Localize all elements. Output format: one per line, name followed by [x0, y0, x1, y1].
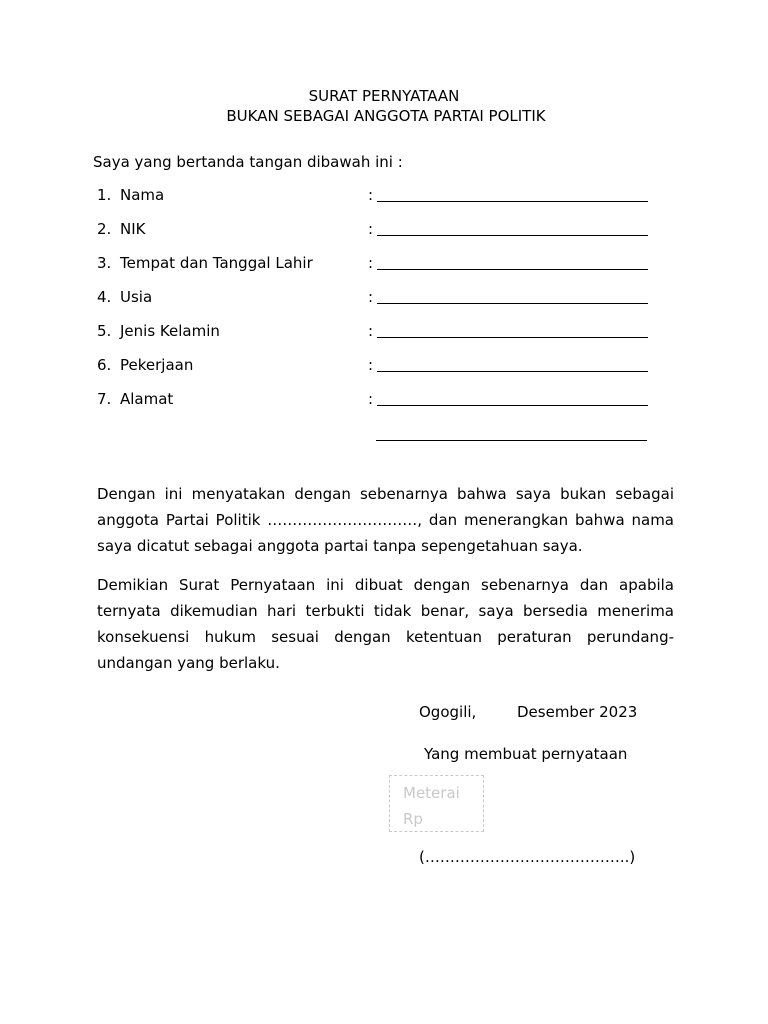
field-label: Pekerjaan	[120, 356, 194, 374]
field-label: Nama	[120, 186, 165, 204]
field-row-nik	[97, 220, 657, 240]
field-number: 5.	[97, 322, 112, 340]
field-number: 4.	[97, 288, 112, 306]
document-subtitle: BUKAN SEBAGAI ANGGOTA PARTAI POLITIK	[226, 107, 546, 125]
field-label: NIK	[120, 220, 146, 238]
intro-text: Saya yang bertanda tangan dibawah ini :	[93, 153, 403, 171]
field-label: Tempat dan Tanggal Lahir	[120, 254, 313, 272]
field-row-pekerjaan	[97, 356, 657, 376]
address-continuation-line[interactable]	[376, 440, 647, 441]
field-label: Usia	[120, 288, 153, 306]
field-blank-line[interactable]	[377, 235, 648, 236]
field-row-nama	[97, 186, 657, 206]
field-number: 7.	[97, 390, 112, 408]
stamp-currency: Rp	[403, 810, 423, 828]
maker-label: Yang membuat pernyataan	[424, 745, 628, 763]
field-blank-line[interactable]	[377, 303, 648, 304]
field-row-jenis-kelamin	[97, 322, 657, 342]
place-text: Ogogili,	[419, 703, 477, 721]
field-number: 2.	[97, 220, 112, 238]
closing-paragraph: Demikian Surat Pernyataan ini dibuat dengan sebenarnya dan apabila ternyata dikemudian hari terbukti tidak benar, saya bersedia menerima konsekuensi hukum sesuai dengan ketentuan peraturan perundang-undangan yang berlaku.	[97, 576, 674, 672]
field-colon: :	[368, 254, 374, 272]
field-number: 6.	[97, 356, 112, 374]
field-blank-line[interactable]	[377, 337, 648, 338]
field-colon: :	[368, 356, 374, 374]
field-blank-line[interactable]	[377, 405, 648, 406]
field-row-tempat-tanggal-lahir	[97, 254, 657, 274]
field-number: 3.	[97, 254, 112, 272]
stamp-label: Meterai	[403, 784, 460, 802]
field-label: Alamat	[120, 390, 174, 408]
field-colon: :	[368, 390, 374, 408]
field-blank-line[interactable]	[377, 371, 648, 372]
statement-paragraph: Dengan ini menyatakan dengan sebenarnya bahwa saya bukan sebagai anggota Partai Politik …………………………, dan menerangkan bahwa nama saya dicatut sebagai anggota partai tanpa sepengetahuan saya.	[97, 485, 674, 555]
date-text: Desember 2023	[517, 703, 638, 721]
signature-name-placeholder: (…………………………………..)	[419, 848, 636, 866]
meterai-stamp-box	[389, 775, 484, 832]
field-row-alamat	[97, 390, 657, 410]
field-blank-line[interactable]	[377, 201, 648, 202]
field-colon: :	[368, 288, 374, 306]
field-colon: :	[368, 322, 374, 340]
document-title: SURAT PERNYATAAN	[308, 87, 460, 105]
field-colon: :	[368, 220, 374, 238]
field-colon: :	[368, 186, 374, 204]
field-blank-line[interactable]	[377, 269, 648, 270]
field-label: Jenis Kelamin	[120, 322, 220, 340]
field-row-usia	[97, 288, 657, 308]
field-number: 1.	[97, 186, 112, 204]
